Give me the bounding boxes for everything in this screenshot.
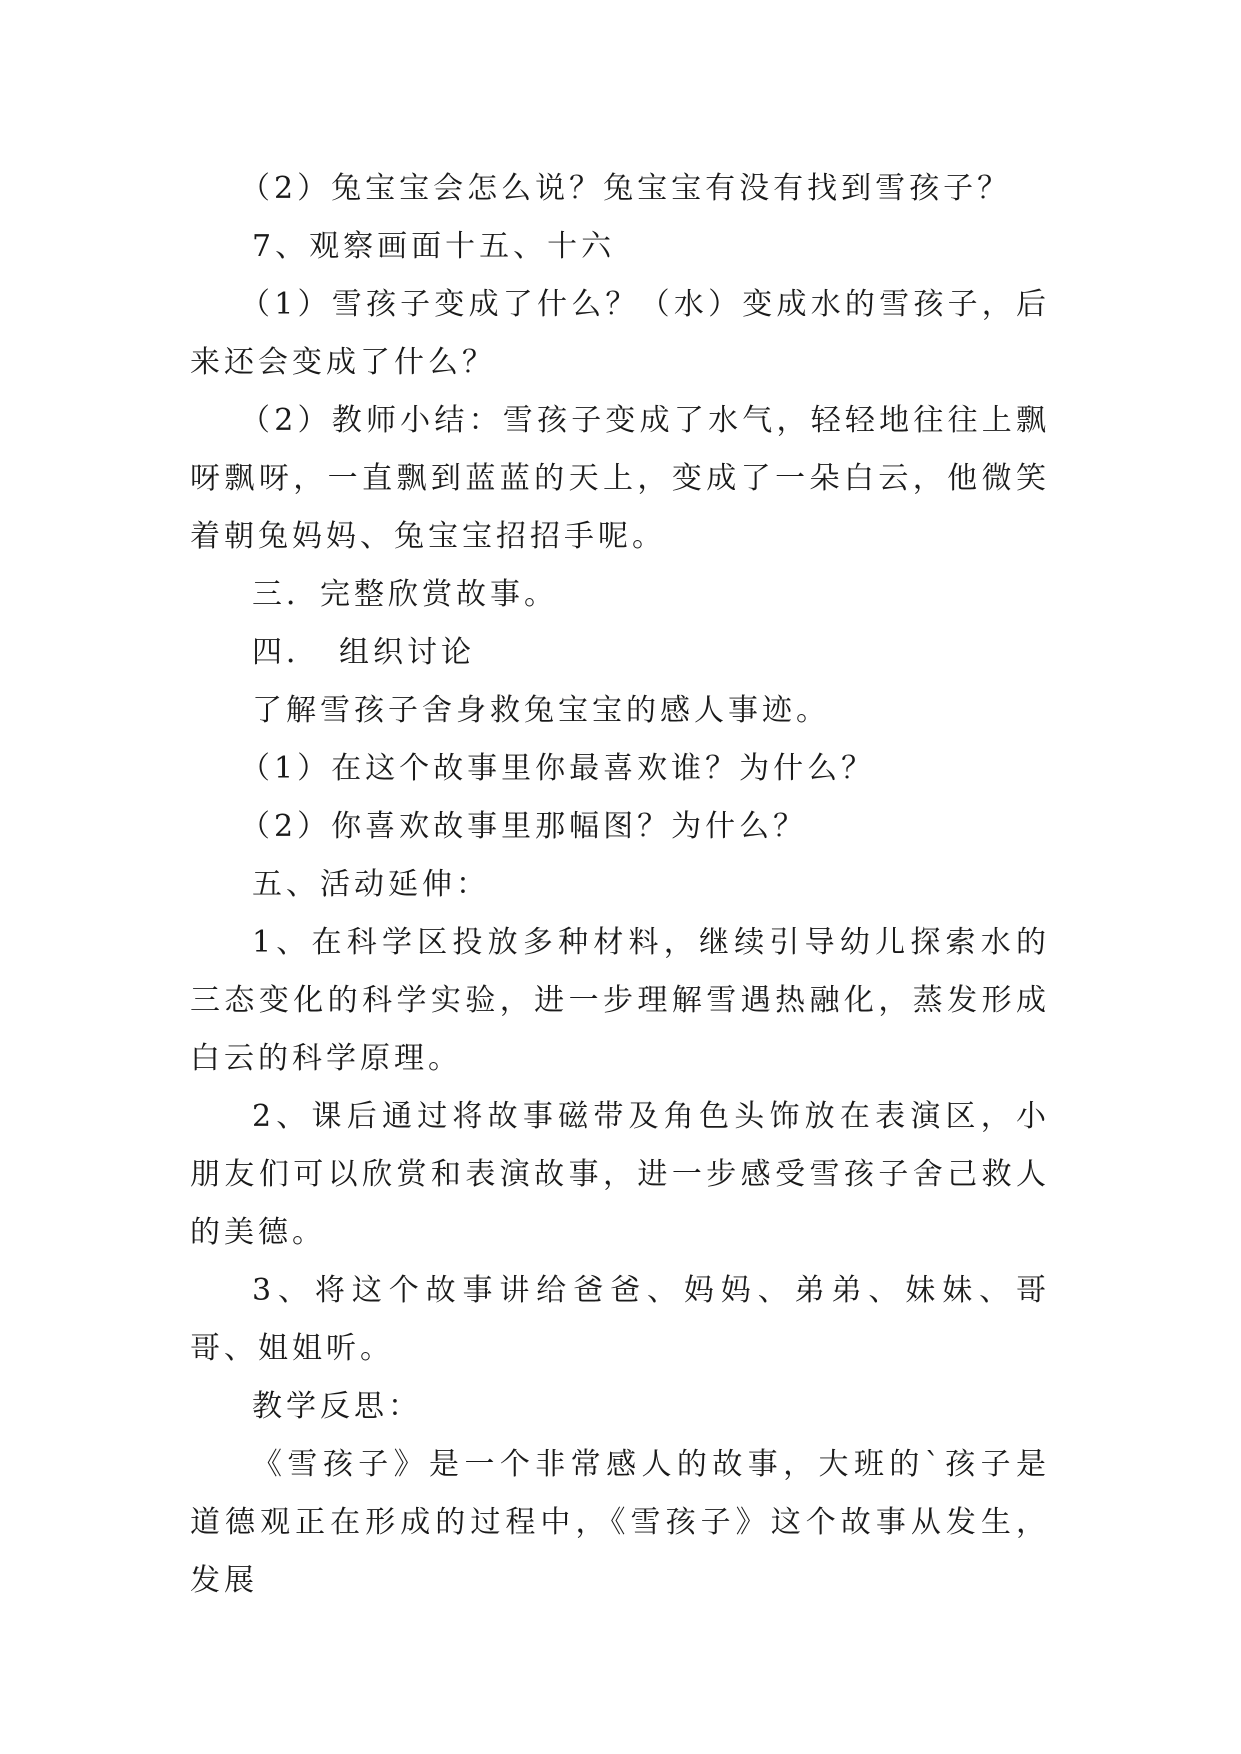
paragraph: 了解雪孩子舍身救兔宝宝的感人事迹。: [252, 693, 830, 728]
paragraph: 7、观察画面十五、十六: [252, 229, 616, 264]
paragraph: 3、将这个故事讲给爸爸、妈妈、弟弟、妹妹、哥哥、姐姐听。: [190, 1273, 1050, 1366]
paragraph: 2、课后通过将故事磁带及角色头饰放在表演区，小朋友们可以欣赏和表演故事，进一步感受雪孩子舍己救人的美德。: [190, 1099, 1050, 1250]
paragraph: 四． 组织讨论: [252, 635, 475, 670]
paragraph: 1、在科学区投放多种材料，继续引导幼儿探索水的三态变化的科学实验，进一步理解雪遇热融化，蒸发形成白云的科学原理。: [190, 925, 1050, 1076]
document-body: [190, 160, 1050, 1610]
paragraph: 五、活动延伸：: [252, 867, 490, 902]
paragraph: （1）在这个故事里你最喜欢谁？为什么？: [240, 751, 876, 786]
paragraph: 《雪孩子》是一个非常感人的故事，大班的`孩子是道德观正在形成的过程中，《雪孩子》这个故事从发生，发展: [190, 1447, 1050, 1598]
paragraph: 教学反思：: [252, 1389, 422, 1424]
paragraph: （2）你喜欢故事里那幅图？为什么？: [240, 809, 808, 844]
paragraph: （2）兔宝宝会怎么说？兔宝宝有没有找到雪孩子？: [240, 171, 1012, 206]
paragraph: （1）雪孩子变成了什么？（水）变成水的雪孩子，后来还会变成了什么？: [190, 287, 1050, 380]
paragraph: 三．完整欣赏故事。: [252, 577, 558, 612]
paragraph: （2）教师小结：雪孩子变成了水气，轻轻地往往上飘呀飘呀，一直飘到蓝蓝的天上，变成了一朵白云，他微笑着朝兔妈妈、兔宝宝招招手呢。: [190, 403, 1050, 554]
